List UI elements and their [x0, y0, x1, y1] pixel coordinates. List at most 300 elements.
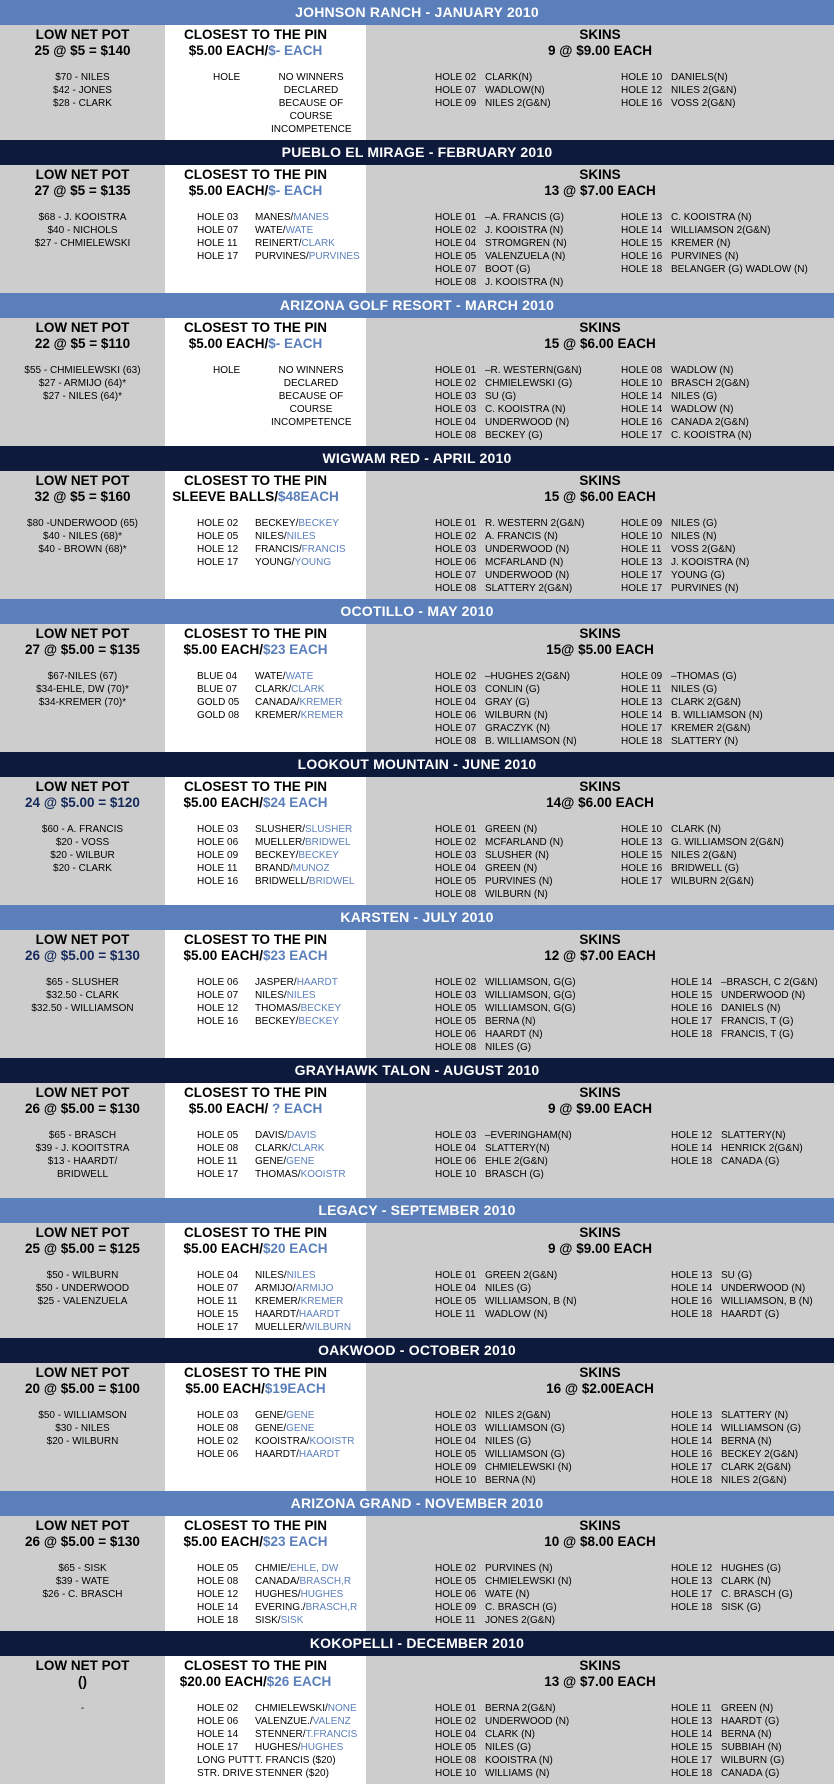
- skins-winner: BOOT (G): [485, 264, 531, 275]
- low-net-winner: $80 -UNDERWOOD (65): [27, 518, 138, 529]
- ctp-list: [165, 1409, 366, 1461]
- skins-col1: [435, 1562, 671, 1627]
- ctp-hole: HOLE 12: [197, 1589, 239, 1600]
- ctp-net-winner: CLARK: [301, 238, 335, 249]
- ctp-net-winner: VALENZ: [312, 1716, 351, 1727]
- event-section: [0, 0, 834, 140]
- ctp-hole: HOLE 02: [197, 518, 239, 529]
- ctp-winners: [255, 696, 342, 709]
- skins-winner: SLATTERY 2(G&N): [485, 583, 573, 594]
- ctp-no-winners-text: [271, 71, 351, 136]
- spacer: [366, 1117, 834, 1129]
- skins-winner: CLARK 2(G&N): [721, 1462, 792, 1473]
- ctp-title: CLOSEST TO THE PIN: [183, 320, 327, 335]
- ctp-title: CLOSEST TO THE PIN: [183, 27, 327, 42]
- skins-row: [671, 1015, 818, 1028]
- ctp-net-winner: SLUSHER: [305, 824, 353, 835]
- skins-row: [435, 582, 621, 595]
- skins-hole: HOLE 18: [671, 1029, 713, 1040]
- skins-row: [621, 696, 763, 709]
- skins-hole: HOLE 15: [621, 238, 663, 249]
- ctp-summary-amount: SLEEVE BALLS/: [172, 489, 278, 504]
- ctp-row: [197, 1715, 366, 1728]
- ctp-net-winner: BRASCH,R: [299, 1576, 352, 1587]
- skins-winner: WILLIAMSON (G): [485, 1449, 566, 1460]
- skins-row: [435, 1002, 671, 1015]
- skins-row: [435, 250, 621, 263]
- spacer: [0, 59, 165, 71]
- ctp-list: [165, 1269, 366, 1334]
- skins-row: [671, 1702, 784, 1715]
- ctp-list: [165, 211, 366, 263]
- ctp-row: [197, 1728, 366, 1741]
- skins-hole: HOLE 06: [435, 1156, 477, 1167]
- ctp-no-winners-line: INCOMPETENCE: [271, 124, 352, 135]
- event-body: [0, 1656, 834, 1784]
- skins-row: [621, 683, 763, 696]
- ctp-summary-payout: ? EACH: [268, 1101, 323, 1116]
- skins-column: [366, 1516, 834, 1631]
- skins-column: [366, 1656, 834, 1784]
- skins-winner: WADLOW (N): [671, 365, 734, 376]
- event-section: [0, 293, 834, 446]
- low-net-winner: $40 - NICHOLS: [47, 225, 118, 236]
- skins-hole: HOLE 18: [671, 1475, 713, 1486]
- ctp-summary: [165, 948, 366, 964]
- ctp-no-winners-line: BECAUSE OF: [278, 98, 344, 109]
- low-net-winner: $30 - NILES: [55, 1423, 110, 1434]
- skins-hole: HOLE 17: [671, 1462, 713, 1473]
- low-net-title: LOW NET POT: [35, 1225, 130, 1240]
- skins-winner: NILES (G): [671, 391, 718, 402]
- skins-winner: –R. WESTERN(G&N): [485, 365, 582, 376]
- skins-hole: HOLE 05: [435, 1742, 477, 1753]
- skins-winner: C. KOOISTRA (N): [671, 430, 752, 441]
- closest-to-pin-column: [165, 624, 366, 752]
- skins-row: [435, 1702, 671, 1715]
- ctp-winners: [255, 1614, 303, 1627]
- skins-hole: HOLE 14: [671, 1283, 713, 1294]
- ctp-gross-winner: KOOISTRA/: [255, 1436, 310, 1447]
- ctp-gross-winner: GENE/: [255, 1156, 287, 1167]
- ctp-net-winner: KOOISTR: [309, 1436, 355, 1447]
- skins-winner: KREMER (N): [671, 238, 731, 249]
- ctp-net-winner: ARMIJO: [295, 1283, 334, 1294]
- ctp-winners: [255, 1282, 333, 1295]
- skins-winner: SU (G): [721, 1270, 753, 1281]
- skins-winner: HAARDT (G): [721, 1309, 780, 1320]
- skins-winner: WILLIAMSON (G): [721, 1423, 802, 1434]
- skins-row: [621, 403, 752, 416]
- skins-hole: HOLE 16: [671, 1003, 713, 1014]
- skins-title: SKINS: [579, 1518, 621, 1533]
- skins-winner: WILBURN (N): [485, 710, 548, 721]
- skins-winner: SUBBIAH (N): [721, 1742, 782, 1753]
- skins-row: [435, 709, 621, 722]
- skins-hole: HOLE 06: [435, 557, 477, 568]
- skins-winner: CANADA 2(G&N): [671, 417, 749, 428]
- low-net-winner: $55 - CHMIELEWSKI (63): [24, 365, 141, 376]
- skins-hole: HOLE 05: [435, 251, 477, 262]
- ctp-row: [197, 1601, 366, 1614]
- ctp-summary-payout: $19EACH: [264, 1381, 326, 1396]
- skins-row: [435, 1422, 671, 1435]
- skins-grid: [366, 517, 834, 595]
- skins-row: [671, 1409, 801, 1422]
- skins-row: [435, 517, 621, 530]
- ctp-list: [165, 670, 366, 722]
- event-section: [0, 446, 834, 599]
- low-net-title: LOW NET POT: [35, 626, 130, 641]
- event-body: [0, 1363, 834, 1491]
- ctp-net-winner: MANES: [293, 212, 329, 223]
- ctp-gross-winner: FRANCIS/: [255, 544, 302, 555]
- low-net-winner: $20 - VOSS: [55, 837, 110, 848]
- event-title: KOKOPELLI - DECEMBER 2010: [0, 1631, 834, 1656]
- skins-row: [435, 1435, 671, 1448]
- ctp-row: [197, 530, 366, 543]
- skins-winner: WILBURN 2(G&N): [671, 876, 754, 887]
- ctp-gross-winner: PURVINES/: [255, 251, 309, 262]
- ctp-gross-winner: JASPER/: [255, 977, 297, 988]
- skins-hole: HOLE 08: [435, 277, 477, 288]
- ctp-summary-payout: $23 EACH: [263, 642, 328, 657]
- low-net-winner: $32.50 - CLARK: [46, 990, 119, 1001]
- skins-grid: [366, 1269, 834, 1321]
- skins-winner: BELANGER (G) WADLOW (N): [671, 264, 808, 275]
- ctp-net-winner: CLARK: [291, 684, 325, 695]
- skins-row: [671, 1308, 813, 1321]
- skins-winner: STROMGREN (N): [485, 238, 567, 249]
- skins-row: [435, 823, 621, 836]
- skins-winner: NILES (G): [671, 684, 718, 695]
- skins-winner: C. KOOISTRA (N): [485, 404, 566, 415]
- ctp-gross-winner: REINERT/: [255, 238, 302, 249]
- skins-column: [366, 930, 834, 1058]
- skins-row: [671, 1754, 784, 1767]
- ctp-title: CLOSEST TO THE PIN: [183, 1225, 327, 1240]
- skins-summary: 15 @ $6.00 EACH: [544, 489, 656, 504]
- skins-row: [435, 722, 621, 735]
- ctp-title: CLOSEST TO THE PIN: [183, 1365, 327, 1380]
- ctp-title: CLOSEST TO THE PIN: [183, 473, 327, 488]
- ctp-net-winner: HUGHES: [300, 1589, 344, 1600]
- skins-hole: HOLE 18: [671, 1309, 713, 1320]
- skins-row: [621, 84, 737, 97]
- skins-row: [435, 1295, 671, 1308]
- skins-title: SKINS: [579, 1085, 621, 1100]
- skins-winner: PURVINES (N): [485, 876, 553, 887]
- event-section: [0, 1058, 834, 1198]
- spacer: [0, 1690, 165, 1702]
- skins-winner: YOUNG (G): [671, 570, 725, 581]
- skins-grid: [366, 670, 834, 748]
- ctp-summary: [165, 1101, 366, 1117]
- skins-row: [671, 1028, 818, 1041]
- ctp-summary: [165, 336, 366, 352]
- skins-title: SKINS: [579, 1225, 621, 1240]
- skins-hole: HOLE 11: [435, 1615, 476, 1626]
- ctp-row: [197, 237, 366, 250]
- skins-winner: GRAY (G): [485, 697, 530, 708]
- skins-summary: 9 @ $9.00 EACH: [548, 1101, 652, 1116]
- ctp-hole: GOLD 08: [197, 710, 240, 721]
- ctp-winners: [255, 556, 331, 569]
- ctp-hole: HOLE 04: [197, 1270, 239, 1281]
- low-net-winner: $20 - WILBUR: [50, 850, 115, 861]
- skins-hole: HOLE 04: [435, 238, 477, 249]
- ctp-winners: [255, 1562, 338, 1575]
- event-title: WIGWAM RED - APRIL 2010: [0, 446, 834, 471]
- low-net-summary: 27 @ $5 = $135: [34, 183, 131, 198]
- ctp-winners: [255, 683, 324, 696]
- ctp-hole: HOLE 06: [197, 977, 239, 988]
- event-title: PUEBLO EL MIRAGE - FEBRUARY 2010: [0, 140, 834, 165]
- ctp-row: [197, 1422, 366, 1435]
- skins-winner: VOSS 2(G&N): [671, 544, 736, 555]
- skins-row: [435, 263, 621, 276]
- skins-winner: UNDERWOOD (N): [721, 990, 806, 1001]
- ctp-gross-winner: EVERING./: [255, 1602, 306, 1613]
- ctp-winners: [255, 517, 339, 530]
- low-net-title: LOW NET POT: [35, 167, 130, 182]
- ctp-winners: [255, 875, 354, 888]
- skins-row: [621, 875, 784, 888]
- skins-winner: CANADA (G): [721, 1768, 780, 1779]
- skins-row: [621, 849, 784, 862]
- ctp-row: [197, 1588, 366, 1601]
- skins-winner: BERNA 2(G&N): [485, 1703, 556, 1714]
- skins-winner: CANADA (G): [721, 1156, 780, 1167]
- ctp-net-winner: FRANCIS: [301, 544, 346, 555]
- skins-row: [671, 1129, 803, 1142]
- ctp-row: [197, 670, 366, 683]
- skins-hole: HOLE 10: [621, 824, 663, 835]
- skins-winner: MCFARLAND (N): [485, 837, 564, 848]
- ctp-summary-amount: $5.00 EACH/: [188, 43, 269, 58]
- skins-hole: HOLE 03: [435, 990, 477, 1001]
- ctp-winners: [255, 1575, 351, 1588]
- skins-winner: BECKEY 2(G&N): [721, 1449, 799, 1460]
- skins-summary: 14@ $6.00 EACH: [546, 795, 654, 810]
- skins-grid: [366, 976, 834, 1054]
- skins-hole: HOLE 10: [435, 1768, 477, 1779]
- skins-row: [621, 709, 763, 722]
- ctp-winners: [255, 1448, 340, 1461]
- ctp-summary: [165, 1381, 366, 1397]
- skins-winner: C. KOOISTRA (N): [671, 212, 752, 223]
- low-net-winner: $65 - SISK: [58, 1563, 107, 1574]
- low-net-title: LOW NET POT: [35, 1658, 130, 1673]
- skins-winner: PURVINES (N): [671, 251, 739, 262]
- skins-hole: HOLE 10: [435, 1169, 477, 1180]
- skins-winner: BERNA (N): [485, 1475, 536, 1486]
- ctp-hole: GOLD 05: [197, 697, 240, 708]
- low-net-winner: $39 - WATE: [55, 1576, 110, 1587]
- ctp-row: [197, 1741, 366, 1754]
- skins-row: [435, 1575, 671, 1588]
- ctp-net-winner: GENE: [286, 1156, 315, 1167]
- skins-winner: VALENZUELA (N): [485, 251, 566, 262]
- ctp-summary: [165, 1674, 366, 1690]
- skins-row: [621, 237, 808, 250]
- ctp-hole: HOLE 14: [197, 1729, 239, 1740]
- skins-row: [671, 1575, 793, 1588]
- spacer: [366, 59, 834, 71]
- skins-hole: HOLE 13: [621, 697, 663, 708]
- event-body: [0, 930, 834, 1058]
- ctp-gross-winner: CANADA/: [255, 697, 300, 708]
- skins-row: [671, 1282, 813, 1295]
- skins-hole: HOLE 05: [435, 1576, 477, 1587]
- ctp-gross-winner: BRAND/: [255, 863, 293, 874]
- skins-row: [435, 1754, 671, 1767]
- low-net-pot-column: [0, 1223, 165, 1338]
- ctp-row: [197, 1168, 366, 1181]
- skins-hole: HOLE 14: [671, 1423, 713, 1434]
- low-net-winner: $70 - NILES: [55, 72, 110, 83]
- low-net-summary: 26 @ $5.00 = $130: [25, 948, 140, 963]
- skins-winner: UNDERWOOD (N): [485, 544, 570, 555]
- skins-hole: HOLE 17: [671, 1755, 713, 1766]
- skins-row: [435, 1168, 671, 1181]
- ctp-winners: [255, 989, 316, 1002]
- skins-summary: 10 @ $8.00 EACH: [544, 1534, 656, 1549]
- closest-to-pin-column: [165, 1656, 366, 1784]
- ctp-hole: HOLE 03: [197, 1410, 239, 1421]
- low-net-winner: $27 - CHMIELEWSKI: [34, 238, 131, 249]
- skins-hole: HOLE 17: [671, 1016, 713, 1027]
- skins-hole: HOLE 02: [435, 1563, 477, 1574]
- ctp-net-winner: KREMER: [300, 710, 344, 721]
- skins-row: [435, 97, 621, 110]
- skins-title: SKINS: [579, 779, 621, 794]
- ctp-summary-amount: $5.00 EACH/: [188, 336, 269, 351]
- skins-col1: [435, 211, 621, 289]
- skins-hole: HOLE 03: [435, 544, 477, 555]
- spacer: [165, 505, 366, 517]
- ctp-gross-winner: WATE/: [255, 225, 286, 236]
- skins-hole: HOLE 11: [621, 684, 662, 695]
- ctp-no-winners: [165, 71, 366, 136]
- ctp-summary-payout: $26 EACH: [266, 1674, 332, 1689]
- skins-hole: HOLE 04: [435, 1143, 477, 1154]
- skins-winner: WILBURN (N): [485, 889, 548, 900]
- skins-row: [671, 1269, 813, 1282]
- skins-col2: [671, 1562, 793, 1627]
- skins-hole: HOLE 13: [621, 837, 663, 848]
- skins-winner: CHMIELEWSKI (N): [485, 1462, 572, 1473]
- skins-winner: NILES (G): [671, 518, 718, 529]
- skins-col2: [621, 364, 752, 442]
- skins-hole: HOLE 04: [435, 1283, 477, 1294]
- ctp-net-winner: GENE: [286, 1423, 315, 1434]
- ctp-winners: [255, 237, 335, 250]
- ctp-summary: [165, 183, 366, 199]
- skins-hole: HOLE 16: [671, 1449, 713, 1460]
- skins-winner: CLARK(N): [485, 72, 533, 83]
- skins-winner: BRASCH (G): [485, 1169, 544, 1180]
- skins-hole: HOLE 07: [435, 723, 477, 734]
- low-net-winner: $50 - WILLIAMSON: [38, 1410, 127, 1421]
- skins-hole: HOLE 03: [435, 391, 477, 402]
- skins-winner: CHMIELEWSKI (N): [485, 1576, 572, 1587]
- closest-to-pin-column: [165, 1516, 366, 1631]
- skins-hole: HOLE 08: [621, 365, 663, 376]
- ctp-summary: [165, 1534, 366, 1550]
- skins-winner: –HUGHES 2(G&N): [485, 671, 571, 682]
- skins-winner: UNDERWOOD (N): [485, 1716, 570, 1727]
- event-section: [0, 1631, 834, 1784]
- low-net-summary: 26 @ $5.00 = $130: [25, 1534, 140, 1549]
- event-body: [0, 777, 834, 905]
- skins-hole: HOLE 15: [671, 990, 713, 1001]
- low-net-summary: 22 @ $5 = $110: [34, 336, 131, 351]
- skins-hole: HOLE 13: [621, 557, 663, 568]
- skins-hole: HOLE 07: [435, 264, 477, 275]
- skins-row: [435, 71, 621, 84]
- ctp-list: [165, 1702, 366, 1780]
- skins-hole: HOLE 08: [435, 583, 477, 594]
- skins-column: [366, 1363, 834, 1491]
- ctp-winners: [255, 1409, 314, 1422]
- ctp-gross-winner: NILES/: [255, 531, 287, 542]
- skins-winner: R. WESTERN 2(G&N): [485, 518, 585, 529]
- skins-row: [435, 1028, 671, 1041]
- ctp-gross-winner: HUGHES/: [255, 1589, 301, 1600]
- skins-hole: HOLE 02: [435, 837, 477, 848]
- ctp-net-winner: NONE: [327, 1703, 357, 1714]
- event-body: [0, 1516, 834, 1631]
- skins-row: [621, 416, 752, 429]
- ctp-hole: BLUE 07: [197, 684, 238, 695]
- ctp-row: [197, 1129, 366, 1142]
- skins-row: [621, 211, 808, 224]
- ctp-net-winner: HAARDT: [298, 1449, 341, 1460]
- ctp-list: [165, 517, 366, 569]
- ctp-net-winner: HAARDT: [298, 1309, 341, 1320]
- low-net-winner: $50 - UNDERWOOD: [35, 1283, 130, 1294]
- ctp-row: [197, 1015, 366, 1028]
- skins-winner: FRANCIS, T (G): [721, 1029, 794, 1040]
- ctp-no-winners-line: DECLARED: [283, 85, 339, 96]
- ctp-gross-winner: MUELLER/: [255, 837, 306, 848]
- skins-hole: HOLE 05: [435, 1296, 477, 1307]
- ctp-hole: BLUE 04: [197, 671, 238, 682]
- skins-hole: HOLE 03: [435, 1423, 477, 1434]
- ctp-row: [197, 1155, 366, 1168]
- skins-hole: HOLE 10: [621, 531, 663, 542]
- ctp-hole: HOLE 06: [197, 837, 239, 848]
- skins-hole: HOLE 02: [435, 378, 477, 389]
- skins-winner: KREMER 2(G&N): [671, 723, 751, 734]
- skins-row: [671, 1448, 801, 1461]
- low-net-winner: $40 - BROWN (68)*: [38, 544, 127, 555]
- ctp-winners: [255, 1588, 343, 1601]
- ctp-gross-winner: HAARDT/: [255, 1309, 299, 1320]
- ctp-net-winner: KREMER: [300, 1296, 344, 1307]
- skins-row: [435, 1614, 671, 1627]
- event-section: [0, 1338, 834, 1491]
- spacer: [165, 964, 366, 976]
- spacer: [366, 505, 834, 517]
- skins-hole: HOLE 03: [435, 1130, 477, 1141]
- skins-row: [435, 1474, 671, 1487]
- skins-winner: KOOISTRA (N): [485, 1755, 553, 1766]
- spacer: [0, 1117, 165, 1129]
- skins-title: SKINS: [579, 1658, 621, 1673]
- ctp-hole: HOLE 18: [197, 1615, 239, 1626]
